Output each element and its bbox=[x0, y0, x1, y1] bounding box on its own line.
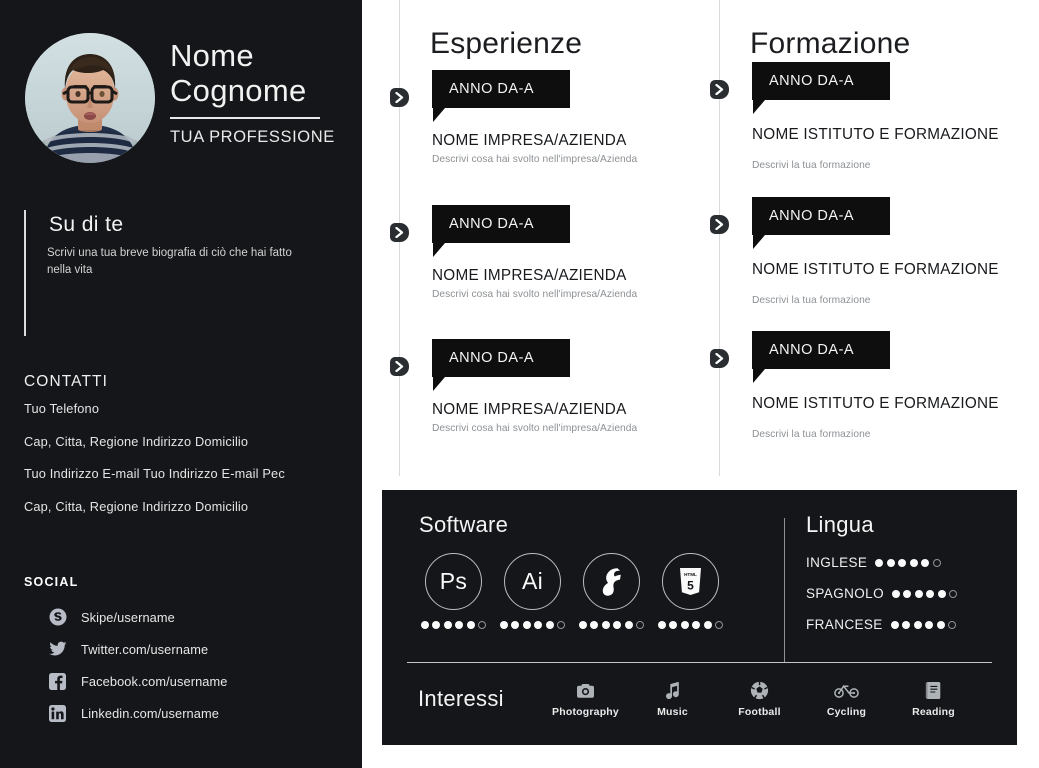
avatar bbox=[25, 33, 155, 163]
language-rating bbox=[875, 559, 941, 567]
period-label: ANNO DA-A bbox=[769, 73, 855, 89]
rating-dot-empty bbox=[478, 621, 486, 629]
chevron-marker-icon bbox=[710, 349, 729, 368]
rating-dot bbox=[898, 559, 906, 567]
rating-dot bbox=[887, 559, 895, 567]
rating-dot bbox=[875, 559, 883, 567]
period-bubble bbox=[432, 205, 570, 243]
about-accent-bar bbox=[24, 210, 26, 336]
languages-list bbox=[806, 553, 1006, 646]
rating-dot-empty bbox=[949, 590, 957, 598]
rating-dot bbox=[421, 621, 429, 629]
rating-dot bbox=[903, 590, 911, 598]
period-bubble bbox=[752, 331, 890, 369]
entry-description: Descrivi cosa hai svolto nell'impresa/Azienda bbox=[432, 423, 638, 434]
rating-dot bbox=[692, 621, 700, 629]
rating-dot bbox=[669, 621, 677, 629]
illustrator-label: Ai bbox=[521, 568, 544, 594]
rating-dot bbox=[444, 621, 452, 629]
rating-dot bbox=[613, 621, 621, 629]
bubble-tail bbox=[433, 108, 445, 122]
organization-name: NOME ISTITUTO E FORMAZIONE bbox=[752, 261, 999, 278]
chevron-marker-icon bbox=[390, 88, 409, 107]
interest-label: Football bbox=[738, 706, 781, 718]
chevron-marker-icon bbox=[710, 215, 729, 234]
rating-dot bbox=[938, 590, 946, 598]
period-label: ANNO DA-A bbox=[769, 208, 855, 224]
interest-item-football[interactable] bbox=[716, 678, 803, 718]
social-label: Skipe/username bbox=[81, 609, 175, 625]
interests-list bbox=[542, 678, 977, 718]
twitter-icon bbox=[48, 640, 67, 659]
last-name: Cognome bbox=[170, 73, 307, 108]
facebook-icon bbox=[48, 672, 67, 691]
language-row-inglese bbox=[806, 553, 1006, 572]
period-bubble bbox=[432, 70, 570, 108]
period-bubble bbox=[432, 339, 570, 377]
contact-item: Cap, Citta, Regione Indirizzo Domicilio bbox=[24, 498, 249, 514]
rating-dot bbox=[534, 621, 542, 629]
software-list bbox=[414, 553, 730, 629]
rating-dot bbox=[432, 621, 440, 629]
profession: TUA PROFESSIONE bbox=[170, 128, 335, 146]
photoshop-icon bbox=[425, 553, 482, 610]
organization-name: NOME IMPRESA/AZIENDA bbox=[432, 132, 627, 149]
entry-description: Descrivi la tua formazione bbox=[752, 160, 871, 171]
rating-dot bbox=[602, 621, 610, 629]
photoshop-rating bbox=[414, 621, 493, 629]
education-title: Formazione bbox=[750, 27, 911, 60]
rating-dot-empty bbox=[715, 621, 723, 629]
name-divider bbox=[170, 117, 320, 119]
interest-label: Reading bbox=[912, 706, 955, 718]
software-item-html5[interactable] bbox=[651, 553, 730, 629]
language-name: FRANCESE bbox=[806, 617, 883, 632]
contacts-list bbox=[24, 401, 344, 531]
language-name: INGLESE bbox=[806, 555, 868, 570]
html5-icon bbox=[662, 553, 719, 610]
period-label: ANNO DA-A bbox=[449, 81, 535, 97]
interest-label: Cycling bbox=[826, 706, 867, 718]
rating-dot bbox=[902, 621, 910, 629]
experience-title: Esperienze bbox=[430, 27, 583, 60]
language-rating bbox=[892, 590, 958, 598]
skype-icon bbox=[48, 608, 67, 627]
social-label: Linkedin.com/username bbox=[81, 705, 219, 721]
contact-item: Tuo Telefono bbox=[24, 401, 100, 416]
linkedin-icon bbox=[48, 704, 67, 723]
camera-icon bbox=[542, 678, 629, 702]
language-name: SPAGNOLO bbox=[806, 586, 884, 601]
rating-dot bbox=[926, 590, 934, 598]
chevron-marker-icon bbox=[390, 357, 409, 376]
interest-label: Photography bbox=[552, 706, 619, 718]
first-name: Nome bbox=[170, 38, 254, 73]
sidebar bbox=[0, 0, 362, 768]
languages-title: Lingua bbox=[806, 512, 874, 537]
software-item-photoshop[interactable] bbox=[414, 553, 493, 629]
book-icon bbox=[890, 678, 977, 702]
flash-rating bbox=[572, 621, 651, 629]
social-label: Facebook.com/username bbox=[81, 673, 228, 689]
social-item-twitter[interactable] bbox=[48, 639, 348, 659]
language-rating bbox=[891, 621, 957, 629]
rating-dot bbox=[511, 621, 519, 629]
entry-description: Descrivi cosa hai svolto nell'impresa/Azienda bbox=[432, 289, 638, 300]
education-timeline-rule bbox=[719, 0, 720, 476]
rating-dot-empty bbox=[557, 621, 565, 629]
photoshop-label: Ps bbox=[439, 568, 468, 594]
contact-item: Cap, Citta, Regione Indirizzo Domicilio bbox=[24, 433, 249, 449]
software-item-flash[interactable] bbox=[572, 553, 651, 629]
bubble-tail bbox=[753, 369, 765, 383]
football-icon bbox=[716, 678, 803, 702]
illustrator-icon bbox=[504, 553, 561, 610]
software-item-illustrator[interactable] bbox=[493, 553, 572, 629]
interest-label: Music bbox=[657, 706, 688, 718]
rating-dot bbox=[625, 621, 633, 629]
rating-dot bbox=[910, 559, 918, 567]
bubble-tail bbox=[433, 377, 445, 391]
period-label: ANNO DA-A bbox=[449, 350, 535, 366]
language-row-spagnolo bbox=[806, 584, 1006, 603]
interest-item-cycling[interactable] bbox=[803, 678, 890, 718]
interests-title: Interessi bbox=[418, 686, 504, 711]
svg-text:5: 5 bbox=[687, 578, 694, 593]
social-title: SOCIAL bbox=[24, 575, 79, 589]
panel-horizontal-divider bbox=[407, 662, 992, 663]
bubble-tail bbox=[753, 235, 765, 249]
interest-item-music[interactable] bbox=[629, 678, 716, 718]
rating-dot bbox=[546, 621, 554, 629]
social-item-facebook[interactable] bbox=[48, 671, 348, 691]
social-list bbox=[48, 607, 348, 735]
flash-icon bbox=[583, 553, 640, 610]
organization-name: NOME ISTITUTO E FORMAZIONE bbox=[752, 126, 999, 143]
period-label: ANNO DA-A bbox=[769, 342, 855, 358]
social-label: Twitter.com/username bbox=[81, 641, 209, 657]
chevron-marker-icon bbox=[710, 80, 729, 99]
rating-dot bbox=[523, 621, 531, 629]
skills-panel bbox=[382, 490, 1017, 745]
software-title: Software bbox=[419, 512, 509, 537]
rating-dot bbox=[467, 621, 475, 629]
panel-vertical-divider bbox=[784, 518, 785, 662]
social-item-skype[interactable] bbox=[48, 607, 348, 627]
bubble-tail bbox=[753, 100, 765, 114]
name-block bbox=[170, 38, 350, 147]
period-bubble bbox=[752, 62, 890, 100]
period-label: ANNO DA-A bbox=[449, 216, 535, 232]
about-title: Su di te bbox=[49, 213, 124, 236]
chevron-marker-icon bbox=[390, 223, 409, 242]
entry-description: Descrivi cosa hai svolto nell'impresa/Azienda bbox=[432, 154, 638, 165]
contacts-title: CONTATTI bbox=[24, 373, 108, 390]
rating-dot bbox=[579, 621, 587, 629]
svg-text:HTML: HTML bbox=[684, 572, 697, 578]
rating-dot bbox=[892, 590, 900, 598]
interest-item-photography[interactable] bbox=[542, 678, 629, 718]
organization-name: NOME IMPRESA/AZIENDA bbox=[432, 267, 627, 284]
rating-dot-empty bbox=[948, 621, 956, 629]
rating-dot bbox=[455, 621, 463, 629]
entry-description: Descrivi la tua formazione bbox=[752, 295, 871, 306]
music-note-icon bbox=[629, 678, 716, 702]
organization-name: NOME ISTITUTO E FORMAZIONE bbox=[752, 395, 999, 412]
interest-item-reading[interactable] bbox=[890, 678, 977, 718]
rating-dot bbox=[704, 621, 712, 629]
period-bubble bbox=[752, 197, 890, 235]
rating-dot bbox=[914, 621, 922, 629]
organization-name: NOME IMPRESA/AZIENDA bbox=[432, 401, 627, 418]
rating-dot bbox=[590, 621, 598, 629]
about-text: Scrivi una tua breve biografia di ciò che hai fatto nella vita bbox=[47, 247, 292, 276]
illustrator-rating bbox=[493, 621, 572, 629]
rating-dot bbox=[891, 621, 899, 629]
rating-dot bbox=[500, 621, 508, 629]
rating-dot bbox=[681, 621, 689, 629]
contact-item: Tuo Indirizzo E-mail Tuo Indirizzo E-mail Pec bbox=[24, 466, 285, 481]
language-row-francese bbox=[806, 615, 1006, 634]
rating-dot bbox=[915, 590, 923, 598]
rating-dot bbox=[925, 621, 933, 629]
rating-dot bbox=[921, 559, 929, 567]
html5-rating bbox=[651, 621, 730, 629]
rating-dot bbox=[937, 621, 945, 629]
rating-dot-empty bbox=[933, 559, 941, 567]
bubble-tail bbox=[433, 243, 445, 257]
entry-description: Descrivi la tua formazione bbox=[752, 429, 871, 440]
bicycle-icon bbox=[803, 678, 890, 702]
rating-dot bbox=[658, 621, 666, 629]
social-item-linkedin[interactable] bbox=[48, 703, 348, 723]
rating-dot-empty bbox=[636, 621, 644, 629]
